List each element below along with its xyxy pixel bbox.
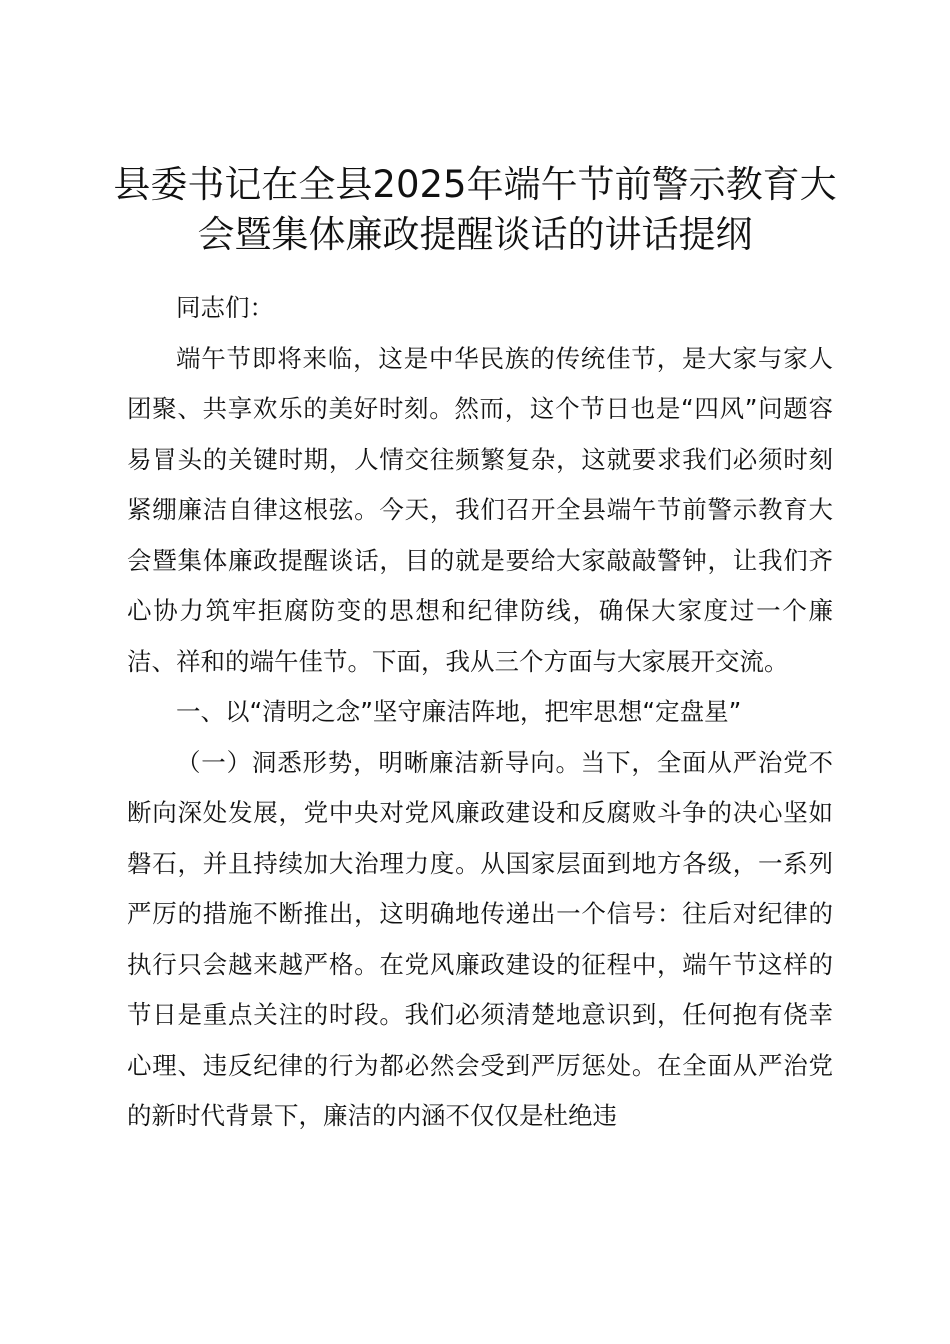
title-line-2: 会暨集体廉政提醒谈话的讲话提纲: [197, 213, 753, 256]
salutation: 同志们：: [176, 293, 274, 322]
intro-paragraph: 端午节即将来临，这是中华民族的传统佳节，是大家与家人团聚、共享欢乐的美好时刻。然而，这个节日也是“四风”问题容易冒头的关键时期，人情交往频繁复杂，这就要求我们必须时刻紧绷廉洁自律这根弦。今天，我们召开全县端午节前警示教育大会暨集体廉政提醒谈话，目的就是要给大家敲敲警钟，让我们齐心协力筑牢拒腐防变的思想和纪律防线，确保大家度过一个廉洁、祥和的端午佳节。下面，我从三个方面与大家展开交流。: [127, 343, 833, 676]
document-body: [127, 283, 833, 1142]
document-title: [110, 160, 840, 260]
section-1-heading: 一、以“清明之念”坚守廉洁阵地，把牢思想“定盘星”: [176, 697, 742, 726]
section-1-paragraph-1: （一）洞悉形势，明晰廉洁新导向。当下，全面从严治党不断向深处发展，党中央对党风廉政建设和反腐败斗争的决心坚如磐石，并且持续加大治理力度。从国家层面到地方各级，一系列严厉的措施不断推出，这明确地传递出一个信号：往后对纪律的执行只会越来越严格。在党风廉政建设的征程中，端午节这样的节日是重点关注的时段。我们必须清楚地意识到，任何抱有侥幸心理、违反纪律的行为都必然会受到严厉惩处。在全面从严治党的新时代背景下，廉洁的内涵不仅仅是杜绝违: [127, 747, 833, 1130]
title-line-1: 县委书记在全县2025年端午节前警示教育大: [113, 163, 837, 206]
